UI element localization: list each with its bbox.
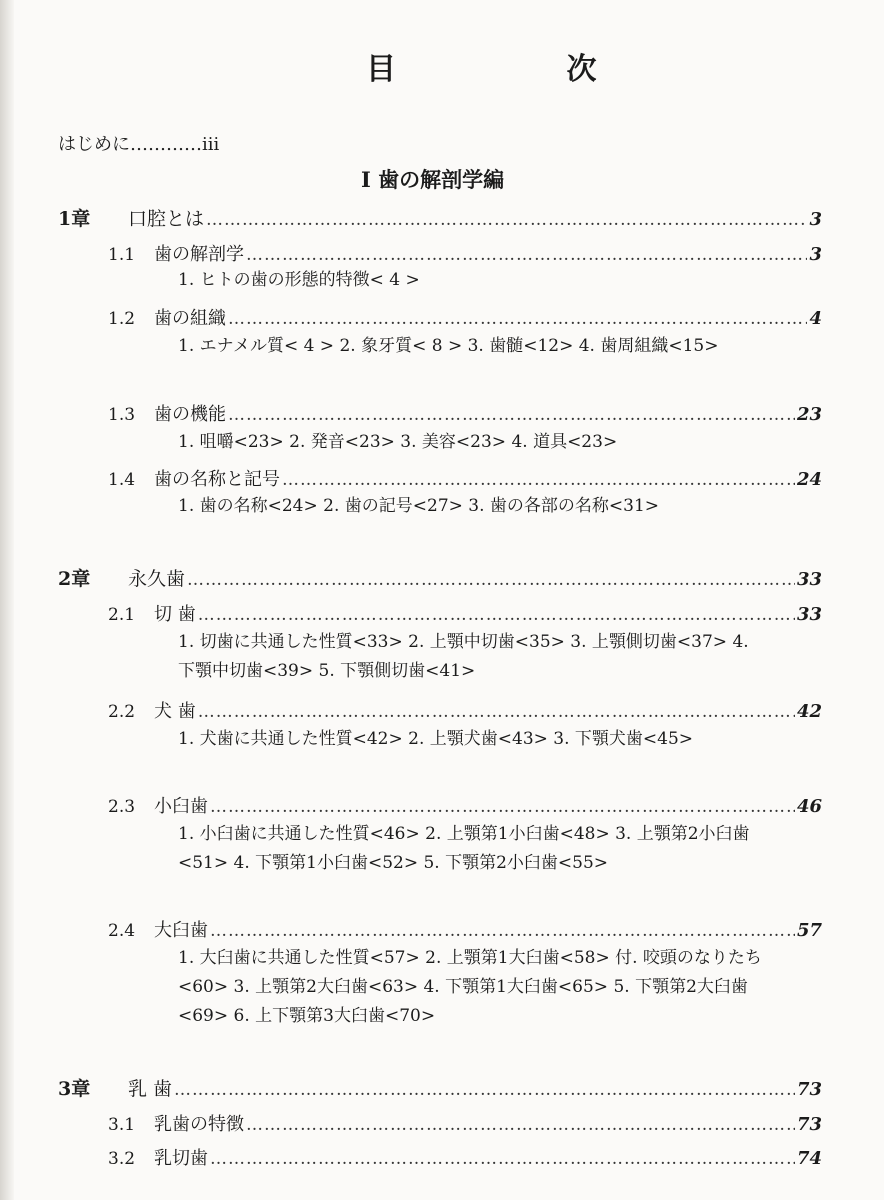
chapter-number: 3章 — [58, 1078, 91, 1100]
chapter-number: 2章 — [58, 568, 91, 590]
section-title: 大臼歯 — [154, 920, 208, 941]
section-number: 1.2 — [108, 309, 136, 329]
page-number: 57 — [796, 920, 822, 941]
section-number: 1.1 — [108, 245, 136, 265]
chapter-title: 口腔とは — [128, 208, 205, 230]
subsection-list: 1. ヒトの歯の形態的特徴< 4 > — [178, 270, 420, 290]
chapter-title: 永久歯 — [128, 568, 186, 590]
section-entry — [108, 1144, 822, 1170]
section-title: 乳切歯 — [154, 1148, 208, 1169]
page-number: 3 — [809, 209, 822, 230]
page-number: 73 — [796, 1114, 822, 1135]
leader-dots — [198, 702, 795, 722]
section-title: 歯の名称と記号 — [154, 469, 280, 490]
page-number: 33 — [796, 569, 822, 590]
page-number: 4 — [809, 308, 822, 329]
leader-dots — [246, 245, 807, 265]
page-number: 74 — [796, 1148, 822, 1169]
section-title: 歯の組織 — [154, 308, 226, 329]
leader-dots — [187, 570, 795, 590]
leader-dots — [210, 921, 795, 941]
subsection-list: 1. 咀嚼<23> 2. 発音<23> 3. 美容<23> 4. 道具<23> — [178, 432, 618, 452]
section-entry — [108, 600, 822, 626]
page-number: 46 — [796, 796, 822, 817]
section-title: 犬 歯 — [154, 701, 196, 722]
intro-entry: はじめに…………iii — [58, 134, 220, 155]
leader-dots — [210, 797, 795, 817]
section-entry — [108, 400, 822, 426]
chapter-title: 乳 歯 — [128, 1078, 173, 1100]
subsection-list: 1. 歯の名称<24> 2. 歯の記号<27> 3. 歯の各部の名称<31> — [178, 496, 660, 516]
leader-dots — [282, 470, 795, 490]
leader-dots — [210, 1149, 795, 1169]
page-number: 23 — [796, 404, 822, 425]
chapter-entry — [58, 204, 822, 231]
part-heading: I 歯の解剖学編 — [361, 167, 505, 192]
leader-dots — [174, 1080, 795, 1100]
section-entry — [108, 697, 822, 723]
section-number: 1.4 — [108, 470, 136, 490]
section-title: 乳歯の特徴 — [154, 1114, 244, 1135]
page-number: 24 — [796, 469, 822, 490]
section-title: 小臼歯 — [154, 796, 208, 817]
page-number: 73 — [796, 1079, 822, 1100]
subsection-list: 1. 犬歯に共通した性質<42> 2. 上顎犬歯<43> 3. 下顎犬歯<45> — [178, 729, 694, 749]
page-number: 42 — [796, 701, 822, 722]
section-entry — [108, 792, 822, 818]
leader-dots — [246, 1115, 795, 1135]
section-entry — [108, 916, 822, 942]
leader-dots — [228, 309, 807, 329]
book-spine-shadow — [0, 0, 14, 1200]
chapter-entry — [58, 564, 822, 591]
leader-dots — [198, 605, 795, 625]
section-number: 2.4 — [108, 921, 136, 941]
section-title: 歯の機能 — [154, 404, 226, 425]
section-number: 2.1 — [108, 605, 136, 625]
leader-dots — [228, 405, 795, 425]
section-title: 切 歯 — [154, 604, 196, 625]
section-entry — [108, 465, 822, 491]
section-number: 1.3 — [108, 405, 136, 425]
section-entry — [108, 304, 822, 330]
chapter-entry — [58, 1074, 822, 1101]
section-title: 歯の解剖学 — [154, 244, 244, 265]
section-number: 2.2 — [108, 702, 136, 722]
subsection-list: 1. 大臼歯に共通した性質<57> 2. 上顎第1大臼歯<58> 付. 咬頭のなりたち<60> 3. 上顎第2大臼歯<63> 4. 下顎第1大臼歯<65> 5. 下顎第2大臼歯<69> 6. 上下顎第3大臼歯<70> — [178, 948, 762, 1026]
section-number: 2.3 — [108, 797, 136, 817]
subsection-list: 1. 小臼歯に共通した性質<46> 2. 上顎第1小臼歯<48> 3. 上顎第2小臼歯<51> 4. 下顎第1小臼歯<52> 5. 下顎第2小臼歯<55> — [178, 824, 750, 873]
section-entry — [108, 240, 822, 266]
section-entry — [108, 1110, 822, 1136]
page-number: 33 — [796, 604, 822, 625]
section-number: 3.2 — [108, 1149, 136, 1169]
leader-dots — [206, 210, 807, 230]
chapter-number: 1章 — [58, 208, 91, 230]
page-title: 目 次 — [366, 52, 677, 87]
subsection-list: 1. 切歯に共通した性質<33> 2. 上顎中切歯<35> 3. 上顎側切歯<37> 4. 下顎中切歯<39> 5. 下顎側切歯<41> — [178, 632, 749, 681]
section-number: 3.1 — [108, 1115, 136, 1135]
page-number: 3 — [809, 244, 822, 265]
subsection-list: 1. エナメル質< 4 > 2. 象牙質< 8 > 3. 歯髄<12> 4. 歯周組織<15> — [178, 336, 719, 356]
